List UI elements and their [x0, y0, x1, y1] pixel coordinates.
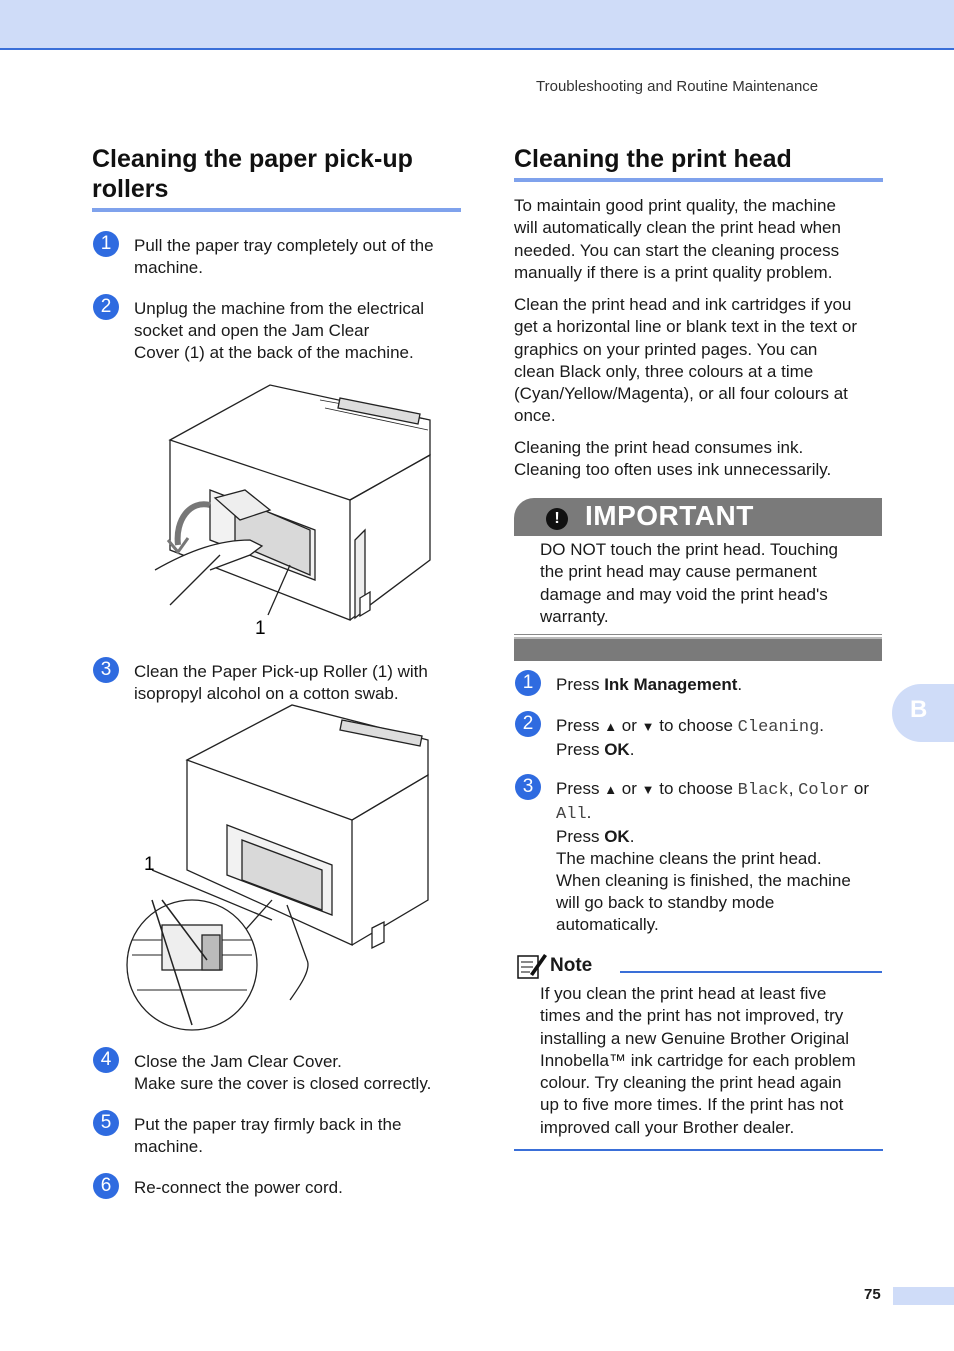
step-number-2: 2: [93, 294, 119, 320]
important-text: DO NOT touch the print head. Touching the print head may cause permanent damage and may void the print head's warranty.: [540, 540, 838, 626]
step-number-3: 3: [93, 657, 119, 683]
intro-paragraph-3: Cleaning the print head consumes ink. Cleaning too often uses ink unnecessarily.: [514, 438, 832, 480]
warning-icon: !: [546, 508, 568, 530]
figure1-callout: 1: [255, 618, 266, 639]
step-number-5: 5: [93, 1110, 119, 1136]
note-title: Note: [550, 955, 593, 976]
note-pencil-icon: [516, 950, 548, 980]
up-arrow-icon: ▲: [604, 782, 618, 797]
appendix-tab: B: [892, 684, 954, 742]
right-step-1-text: Press Ink Management.: [556, 675, 743, 694]
right-step-2-text: Press ▲ or ▼ to choose Cleaning. Press OK.: [556, 716, 825, 759]
left-step-4-text: Close the Jam Clear Cover. Make sure the cover is closed correctly.: [134, 1052, 432, 1093]
note-title-rule: [620, 971, 882, 973]
step-number-1: 1: [515, 670, 541, 696]
figure2-callout: 1: [144, 854, 155, 875]
note-bottom-rule: [514, 1149, 883, 1151]
running-header: Troubleshooting and Routine Maintenance: [536, 78, 819, 95]
important-title: IMPORTANT: [585, 500, 754, 531]
left-step-2-text: Unplug the machine from the electrical socket and open the Jam Clear Cover (1) at the back of the machine.: [134, 299, 425, 362]
step-number-3: 3: [515, 774, 541, 800]
note-text: If you clean the print head at least five times and the print has not improved, try installing a new Genuine Brother Original Innobella™ ink cartridge for each problem colour. Try cleaning the print head again up to five more times. If the print has not improved call your Brother dealer.: [540, 984, 856, 1137]
left-step-6-text: Re-connect the power cord.: [134, 1178, 343, 1197]
step-number-4: 4: [93, 1047, 119, 1073]
important-divider: [514, 634, 882, 635]
left-section-title: Cleaning the paper pick-up rollers: [92, 145, 413, 203]
step-number-2: 2: [515, 711, 541, 737]
step-number-6: 6: [93, 1173, 119, 1199]
right-section-title: Cleaning the print head: [514, 145, 792, 173]
top-banner: [0, 0, 954, 50]
left-step-1-text: Pull the paper tray completely out of the machine.: [134, 236, 434, 277]
page-number-bar: [893, 1287, 954, 1305]
left-step-5-text: Put the paper tray firmly back in the machine.: [134, 1115, 402, 1156]
intro-paragraph-1: To maintain good print quality, the machine will automatically clean the print head when needed. You can start the cleaning process manually if there is a print quality problem.: [514, 196, 841, 282]
right-title-rule: [514, 178, 883, 182]
page-number: 75: [864, 1286, 881, 1303]
left-step-3-text: Clean the Paper Pick-up Roller (1) with isopropyl alcohol on a cotton swab.: [134, 662, 428, 703]
pickup-roller-cleaning-illustration: [122, 700, 442, 1035]
right-step-3-text: Press ▲ or ▼ to choose Black, Color or All. Press OK. The machine cleans the print head. When cleaning is finished, the machine will go back to standby mode automatically.: [556, 779, 869, 934]
step-number-1: 1: [93, 231, 119, 257]
jam-clear-cover-illustration: [150, 380, 440, 640]
important-footer-bar: [514, 637, 882, 661]
left-title-rule: [92, 208, 461, 212]
up-arrow-icon: ▲: [604, 719, 618, 734]
intro-paragraph-2: Clean the print head and ink cartridges if you get a horizontal line or blank text in the text or graphics on your printed pages. You can clean Black only, three colours at a time (Cyan/Yellow/Magenta), or all four colours at once.: [514, 295, 858, 426]
down-arrow-icon: ▼: [641, 782, 655, 797]
down-arrow-icon: ▼: [641, 719, 655, 734]
